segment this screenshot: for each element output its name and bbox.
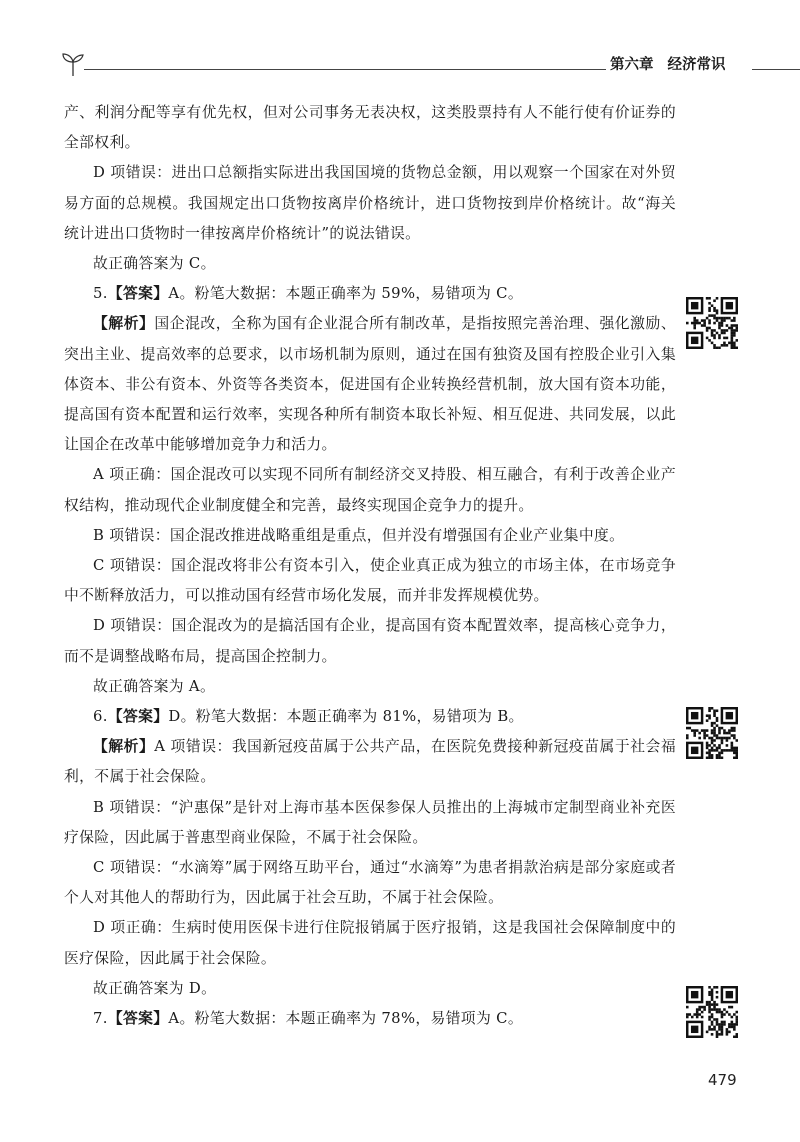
paragraph-text: 产、利润分配等享有优先权，但对公司事务无表决权，这类股票持有人不能行使有价证券的全部权利。 <box>64 104 676 152</box>
paragraph-text: D 项错误：进出口总额指实际进出我国国境的货物总金额，用以观察一个国家在对外贸易方面的总规模。我国规定出口货物按离岸价格统计，进口货物按到岸价格统计。故“海关统计进出口货物时一律按离岸价格统计”的说法错误。 <box>64 164 676 242</box>
paragraph <box>64 309 676 460</box>
paragraph-text: D。粉笔大数据：本题正确率为 81%，易错项为 B。 <box>168 708 524 726</box>
paragraph-text: 国企混改，全称为国有企业混合所有制改革，是指按照完善治理、强化激励、突出主业、提高效率的总要求，以市场机制为原则，通过在国有独资及国有控股企业引入集体资本、非公有资本、外资等各类资本，促进国有企业转换经营机制，放大国有资本功能，提高国有资本配置和运行效率，实现各种所有制资本取长补短、相互促进、共同发展，以此让国企在改革中能够增加竞争力和活力。 <box>64 315 676 454</box>
paragraph <box>64 1004 676 1034</box>
paragraph <box>64 98 676 158</box>
paragraph-text: D 项错误：国企混改为的是搞活国有企业，提高国有资本配置效率，提高核心竞争力，而不是调整战略布局，提高国企控制力。 <box>64 617 676 665</box>
page-body <box>64 98 676 1034</box>
header-rule-left <box>84 69 650 70</box>
paragraph <box>64 732 676 792</box>
paragraph <box>64 913 676 973</box>
paragraph <box>64 551 676 611</box>
answer-label: 【解析】 <box>93 738 155 756</box>
chapter-title <box>606 53 764 74</box>
paragraph-text: B 项错误：国企混改推进战略重组是重点，但并没有增强国有企业产业集中度。 <box>93 526 625 544</box>
paragraph <box>64 702 676 732</box>
paragraph <box>64 158 676 249</box>
chapter-subject: 经济常识 <box>667 57 726 73</box>
paragraph-text: A 项错误：我国新冠疫苗属于公共产品，在医院免费接种新冠疫苗属于社会福利，不属于社会保险。 <box>64 738 676 786</box>
paragraph <box>64 672 676 702</box>
paragraph-text: A 项正确：国企混改可以实现不同所有制经济交叉持股、相互融合，有利于改善企业产权结构，推动现代企业制度健全和完善，最终实现国企竞争力的提升。 <box>64 466 676 514</box>
paragraph <box>64 611 676 671</box>
paragraph-text: D 项正确：生病时使用医保卡进行住院报销属于医疗报销，这是我国社会保障制度中的医疗保险，因此属于社会保险。 <box>64 919 676 967</box>
question-number: 5. <box>93 285 108 303</box>
page-header <box>60 50 760 80</box>
answer-label: 【答案】 <box>107 1010 169 1028</box>
answer-label: 【答案】 <box>107 285 169 303</box>
page-number: 479 <box>708 1071 737 1089</box>
paragraph-text: C 项错误：国企混改将非公有资本引入，使企业真正成为独立的市场主体，在市场竞争中不断释放活力，可以推动国有经营市场化发展，而并非发挥规模优势。 <box>64 557 676 605</box>
paragraph <box>64 249 676 279</box>
paragraph-text: 故正确答案为 D。 <box>93 979 217 997</box>
paragraph-text: C 项错误：“水滴筹”属于网络互助平台，通过“水滴筹”为患者捐款治病是部分家庭或者个人对其他人的帮助行为，因此属于社会互助，不属于社会保险。 <box>64 859 676 907</box>
paragraph-text: 故正确答案为 C。 <box>93 255 216 273</box>
paragraph-text: A。粉笔大数据：本题正确率为 78%，易错项为 C。 <box>168 1010 523 1028</box>
qr-code-icon[interactable] <box>686 986 738 1038</box>
paragraph <box>64 974 676 1004</box>
answer-label: 【答案】 <box>107 708 169 726</box>
qr-code-icon[interactable] <box>686 297 738 349</box>
paragraph <box>64 460 676 520</box>
header-rule-right <box>752 69 800 70</box>
question-number: 7. <box>93 1010 108 1028</box>
qr-code-icon[interactable] <box>686 707 738 759</box>
answer-label: 【解析】 <box>93 315 155 333</box>
paragraph <box>64 279 676 309</box>
paragraph <box>64 521 676 551</box>
question-number: 6. <box>93 708 108 726</box>
paragraph-text: 故正确答案为 A。 <box>93 677 216 695</box>
sprout-icon <box>60 50 86 78</box>
chapter-number: 第六章 <box>610 57 654 73</box>
paragraph <box>64 853 676 913</box>
paragraph <box>64 793 676 853</box>
paragraph-text: A。粉笔大数据：本题正确率为 59%，易错项为 C。 <box>168 285 523 303</box>
paragraph-text: B 项错误：“沪惠保”是针对上海市基本医保参保人员推出的上海城市定制型商业补充医疗保险，因此属于普惠型商业保险，不属于社会保险。 <box>64 798 676 846</box>
